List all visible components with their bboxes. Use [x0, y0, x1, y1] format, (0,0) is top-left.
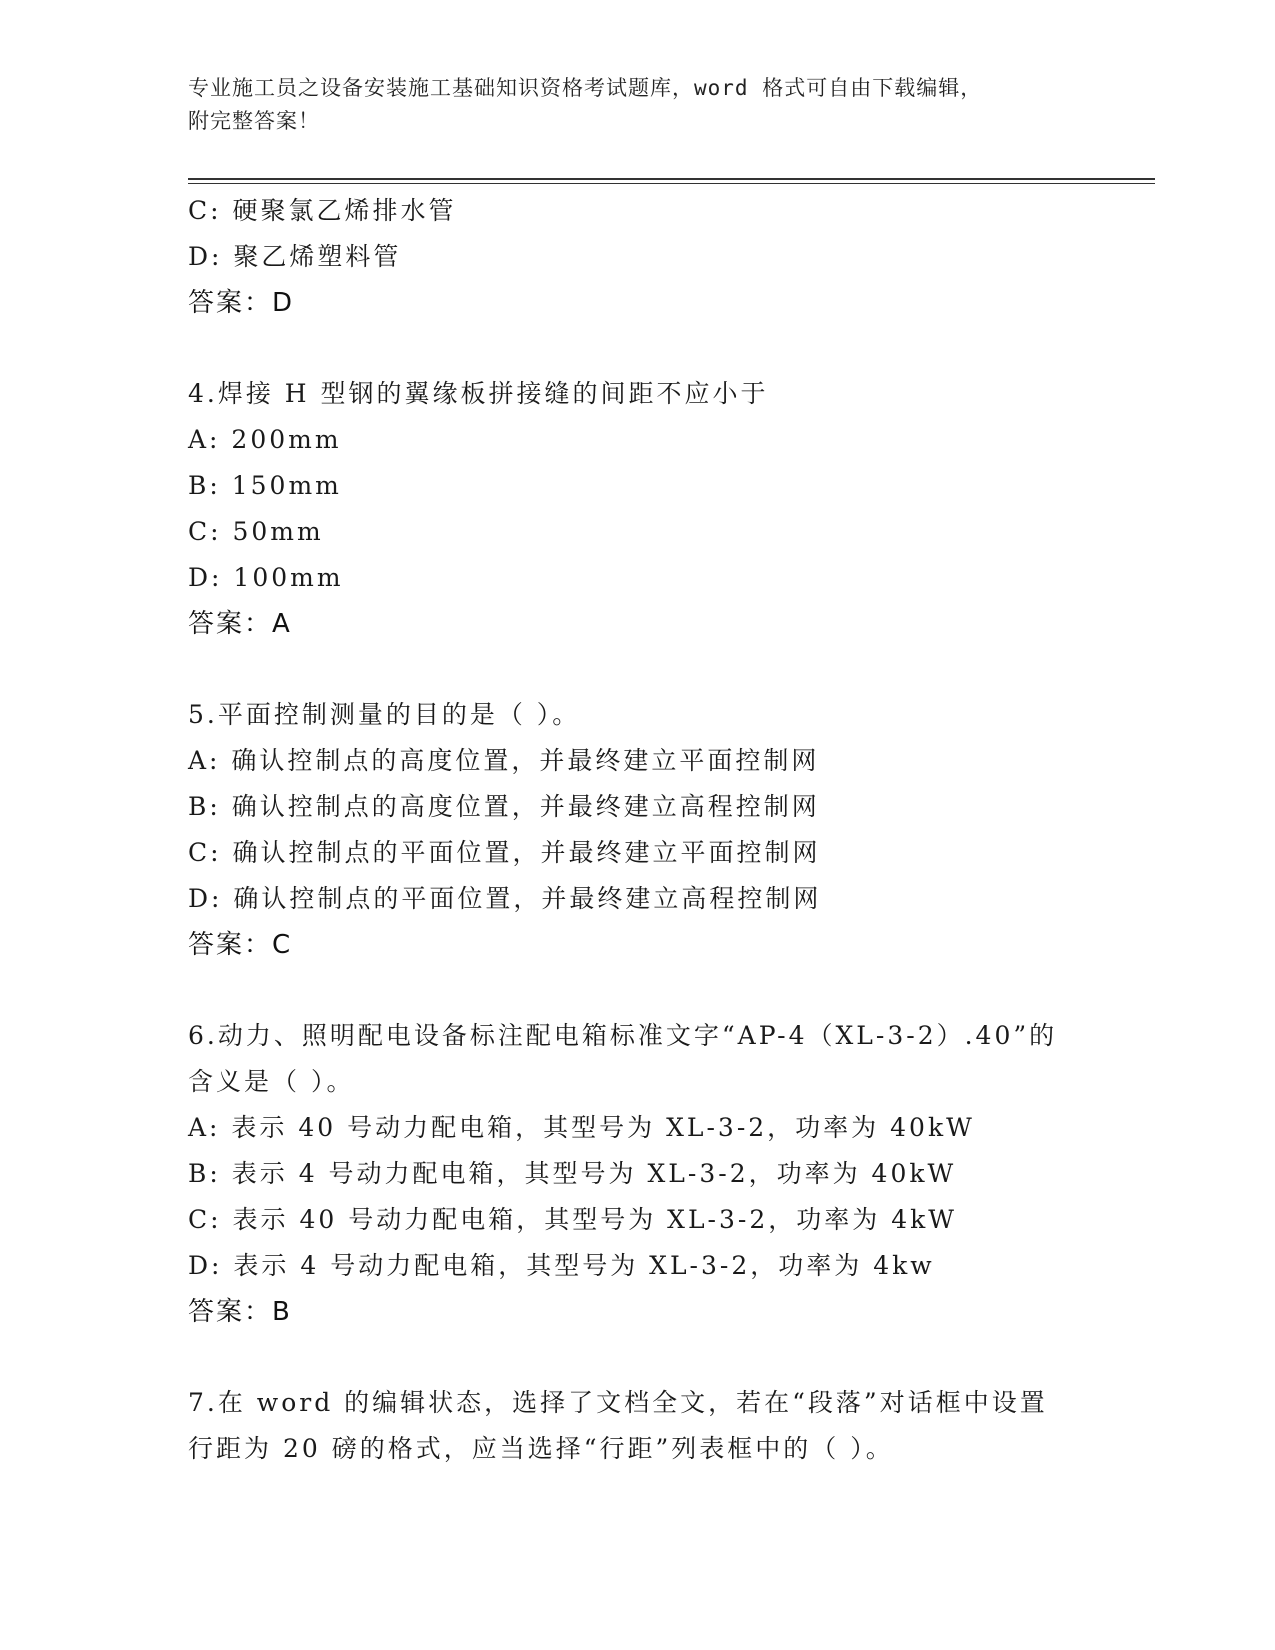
q6-answer: 答案：B: [188, 1297, 292, 1327]
spacer: [188, 1335, 1128, 1380]
header-line-1: 专业施工员之设备安装施工基础知识资格考试题库，word 格式可自由下载编辑，: [188, 76, 983, 100]
q6-option-d: D: 表示 4 号动力配电箱，其型号为 XL-3-2，功率为 4kw: [188, 1251, 935, 1280]
q6-option-b: B: 表示 4 号动力配电箱，其型号为 XL-3-2，功率为 40kW: [188, 1159, 957, 1188]
q4-option-d: D: 100mm: [188, 563, 344, 592]
question-7: [188, 1380, 1128, 1472]
q3-option-d: D: 聚乙烯塑料管: [188, 242, 402, 271]
q7-stem-line-1: 7.在 word 的编辑状态，选择了文档全文，若在“段落”对话框中设置: [188, 1388, 1048, 1417]
q4-stem: 4.焊接 H 型钢的翼缘板拼接缝的间距不应小于: [188, 379, 769, 408]
header-line-2: 附完整答案！: [188, 109, 320, 133]
question-list: [188, 188, 1128, 1472]
q7-stem-line-2: 行距为 20 磅的格式，应当选择“行距”列表框中的（ ）。: [188, 1434, 894, 1463]
q5-stem: 5.平面控制测量的目的是（ ）。: [188, 700, 581, 729]
q3-answer: 答案：D: [188, 288, 295, 318]
q6-option-c: C: 表示 40 号动力配电箱，其型号为 XL-3-2，功率为 4kW: [188, 1205, 957, 1234]
spacer: [188, 647, 1128, 692]
q6-option-a: A: 表示 40 号动力配电箱，其型号为 XL-3-2，功率为 40kW: [188, 1113, 975, 1142]
question-3-partial: [188, 188, 1128, 326]
q5-answer: 答案：C: [188, 930, 293, 960]
q3-option-c: C: 硬聚氯乙烯排水管: [188, 196, 457, 225]
q6-stem-line-2: 含义是（ ）。: [188, 1067, 355, 1096]
q4-option-b: B: 150mm: [188, 471, 342, 500]
q5-option-d: D: 确认控制点的平面位置，并最终建立高程控制网: [188, 884, 822, 913]
question-4: [188, 371, 1128, 647]
spacer: [188, 968, 1128, 1013]
spacer: [188, 326, 1128, 371]
question-6: [188, 1013, 1128, 1335]
q5-option-b: B: 确认控制点的高度位置，并最终建立高程控制网: [188, 792, 820, 821]
question-5: [188, 692, 1128, 968]
q4-option-c: C: 50mm: [188, 517, 324, 546]
header-divider: [188, 178, 1155, 184]
q4-option-a: A: 200mm: [188, 425, 342, 454]
q6-stem-line-1: 6.动力、照明配电设备标注配电箱标准文字“AP-4（XL-3-2）.40”的: [188, 1021, 1058, 1050]
q5-option-a: A: 确认控制点的高度位置，并最终建立平面控制网: [188, 746, 820, 775]
document-header: [188, 72, 1088, 138]
q5-option-c: C: 确认控制点的平面位置，并最终建立平面控制网: [188, 838, 821, 867]
q4-answer: 答案：A: [188, 609, 292, 639]
